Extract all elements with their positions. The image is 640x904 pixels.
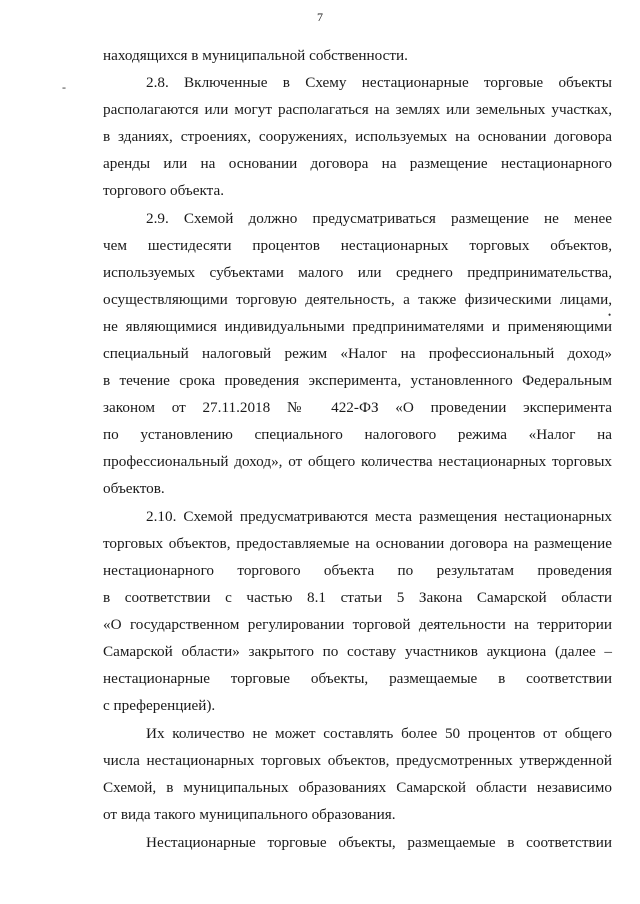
text-line: от вида такого муниципального образования. <box>103 806 396 823</box>
text-line: Самарской области» закрытого по составу участников аукциона (далее – <box>103 643 612 660</box>
paragraph-2-8-start: 2.8. Включенные в Схему нестационарные торговые объекты <box>146 74 612 91</box>
scan-mark: - <box>62 80 66 94</box>
text-line: законом от 27.11.2018 № 422-ФЗ «О проведении эксперимента <box>103 399 612 416</box>
text-line: в соответствии с частью 8.1 статьи 5 Закона Самарской области <box>103 589 612 606</box>
text-line: чем шестидесяти процентов нестационарных торговых объектов, <box>103 237 612 254</box>
paragraph-preference-start: Нестационарные торговые объекты, размещаемые в соответствии <box>146 834 612 851</box>
text-line: используемых субъектами малого или среднего предпринимательства, <box>103 264 612 281</box>
text-line: специальный налоговый режим «Налог на профессиональный доход» <box>103 345 612 362</box>
paragraph-2-9-start: 2.9. Схемой должно предусматриваться размещение не менее <box>146 210 612 227</box>
text-line: в зданиях, строениях, сооружениях, используемых на основании договора <box>103 128 612 145</box>
text-line: торговых объектов, предоставляемые на основании договора на размещение <box>103 535 612 552</box>
text-line: нестационарные торговые объекты, размещаемые в соответствии <box>103 670 612 687</box>
text-line: Схемой, в муниципальных образованиях Самарской области независимо <box>103 779 612 796</box>
text-line: располагаются или могут располагаться на землях или земельных участках, <box>103 101 612 118</box>
text-line: объектов. <box>103 480 165 497</box>
text-line: нестационарного торгового объекта по результатам проведения <box>103 562 612 579</box>
paragraph-2-10-start: 2.10. Схемой предусматриваются места размещения нестационарных <box>146 508 612 525</box>
text-line: аренды или на основании договора на размещение нестационарного <box>103 155 612 172</box>
text-line: находящихся в муниципальной собственности. <box>103 47 408 64</box>
text-line: осуществляющими торговую деятельность, а также физическими лицами, <box>103 291 612 308</box>
text-line: торгового объекта. <box>103 182 225 199</box>
text-line: по установлению специального налогового режима «Налог на <box>103 426 612 443</box>
text-line: «О государственном регулировании торговой деятельности на территории <box>103 616 612 633</box>
page-number: 7 <box>317 10 323 24</box>
text-line: числа нестационарных торговых объектов, предусмотренных утвержденной <box>103 752 612 769</box>
text-line: в течение срока проведения эксперимента, установленного Федеральным <box>103 372 612 389</box>
text-line: не являющимися индивидуальными предпринимателями и применяющими <box>103 318 612 335</box>
paragraph-quota-start: Их количество не может составлять более 50 процентов от общего <box>146 725 612 742</box>
text-line: профессиональный доход», от общего количества нестационарных торговых <box>103 453 612 470</box>
text-line: с преференцией). <box>103 697 216 714</box>
scan-mark: • <box>608 310 612 320</box>
